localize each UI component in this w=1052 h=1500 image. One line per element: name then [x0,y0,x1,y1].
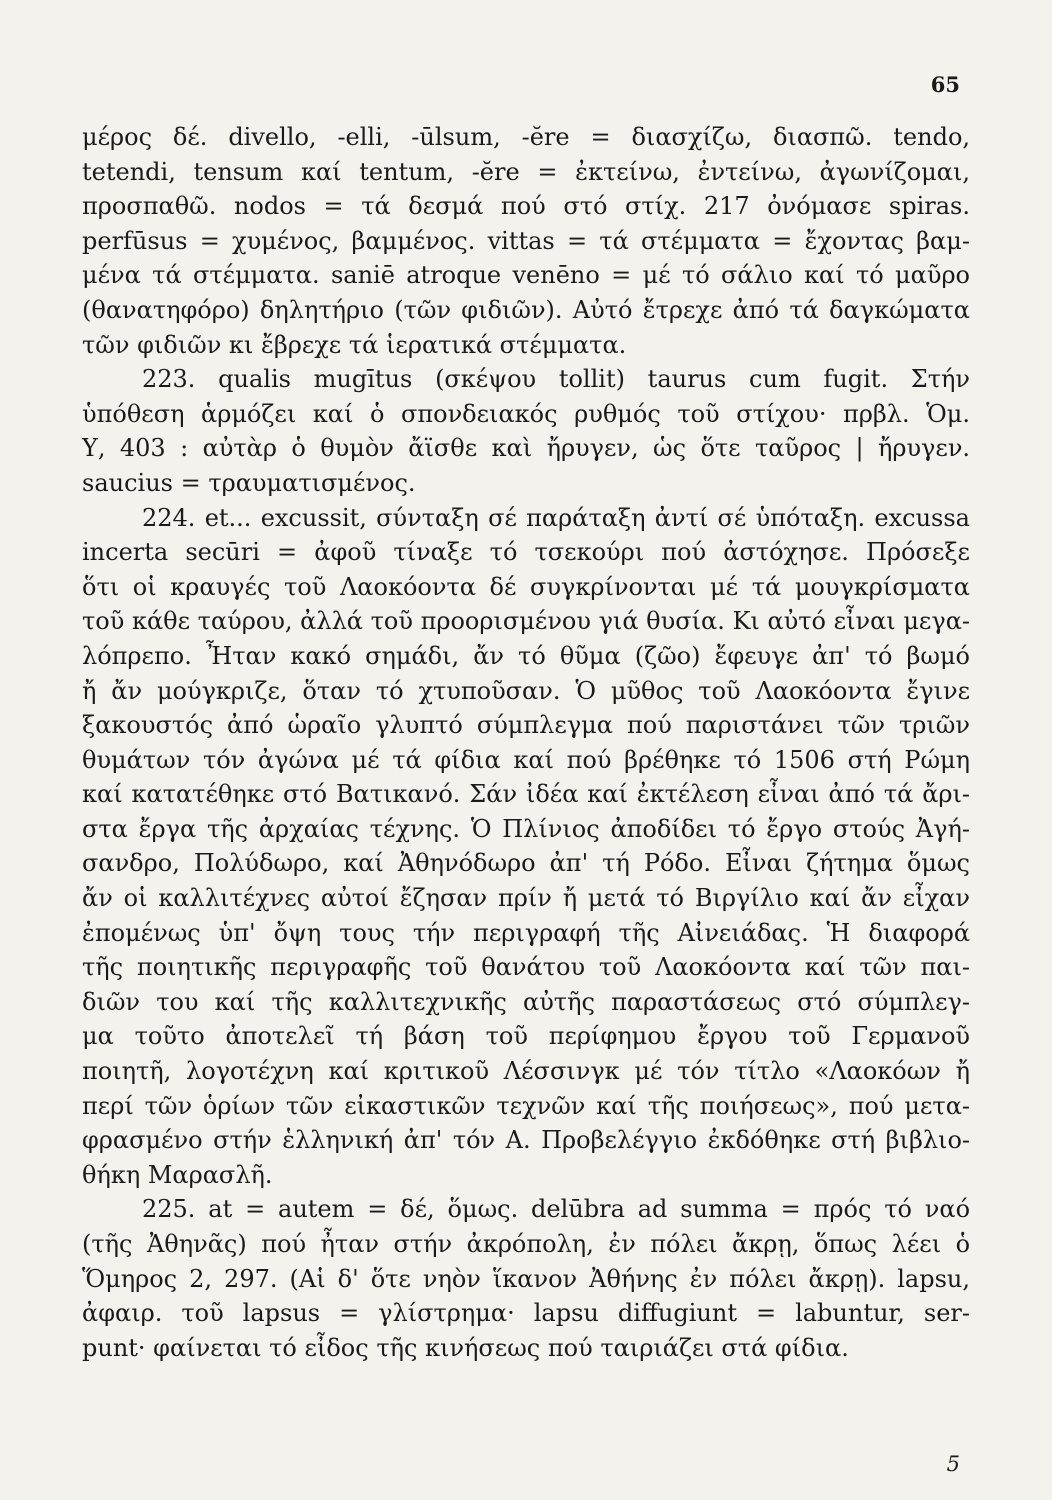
text-line: θυμάτων τόν ἀγώνα μέ τά φίδια καί πού βρέθηκε τό 1506 στή Ρώμη [82,745,970,774]
text-line: ἀφαιρ. τοῦ lapsus = γλίστρημα· lapsu diffugiunt = labuntur, ser- [82,1299,970,1328]
text-line: λόπρεπο. Ἦταν κακό σημάδι, ἄν τό θῦμα (ζῶο) ἔφευγε ἀπ' τό βωμό [82,641,970,670]
text-line: στα ἔργα τῆς ἀρχαίας τέχνης. Ὁ Πλίνιος ἀποδίδει τό ἔργο στούς Ἀγή- [82,814,970,843]
text-line: τῶν φιδιῶν κι ἔβρεχε τά ἱερατικά στέμματα. [82,330,627,359]
text-line: προσπαθῶ. nodos = τά δεσμά πού στό στίχ. 217 ὀνόμασε spiras. [82,192,970,221]
text-line: ξακουστός ἀπό ὡραῖο γλυπτό σύμπλεγμα πού παριστάνει τῶν τριῶν [82,711,970,740]
text-line: 225. at = autem = δέ, ὅμως. delūbra ad summa = πρός τό ναό [142,1195,970,1224]
text-line: θήκη Μαρασλῆ. [82,1160,273,1189]
text-line: τοῦ κάθε ταύρου, ἀλλά τοῦ προορισμένου γιά θυσία. Κι αὐτό εἶναι μεγα- [82,607,970,636]
text-line: (θανατηφόρο) δηλητήριο (τῶν φιδιῶν). Αὐτό ἔτρεχε ἀπό τά δαγκώματα [82,295,970,324]
text-line: φρασμένο στήν ἑλληνική ἀπ' τόν Α. Προβελέγγιο ἐκδόθηκε στή βιβλιο- [82,1126,970,1155]
page-number: 65 [930,72,960,97]
text-line: tetendi, tensum καί tentum, -ĕre = ἐκτείνω, ἐντείνω, ἀγωνίζομαι, [82,157,970,186]
text-line: Ὅμηρος 2, 297. (Αἱ δ' ὅτε νηὸν ἵκανον Ἀθήνης ἐν πόλει ἄκρῃ). lapsu, [82,1264,970,1293]
text-line: ποιητῆ, λογοτέχνη καί κριτικοῦ Λέσσινγκ μέ τόν τίτλο «Λαοκόων ἤ [82,1057,970,1086]
text-line: 223. qualis mugītus (σκέψου tollit) taurus cum fugit. Στήν [142,365,970,394]
text-line: 224. et... excussit, σύνταξη σέ παράταξη ἀντί σέ ὑπόταξη. excussa [142,503,970,532]
text-line: τῆς ποιητικῆς περιγραφῆς τοῦ θανάτου τοῦ Λαοκόοντα καί τῶν παι- [82,953,970,982]
text-line: Υ, 403 : αὐτὰρ ὁ θυμὸν ἄϊσθε καὶ ἤρυγεν, ὡς ὅτε ταῦρος | ἤρυγεν. [82,434,970,463]
text-line: (τῆς Ἀθηνᾶς) πού ἦταν στήν ἀκρόπολη, ἐν πόλει ἄκρῃ, ὅπως λέει ὁ [82,1230,970,1258]
text-line: διῶν του καί τῆς καλλιτεχνικῆς αὐτῆς παραστάσεως στό σύμπλεγ- [82,987,970,1016]
text-line: ἤ ἄν μούγκριζε, ὅταν τό χτυποῦσαν. Ὁ μῦθος τοῦ Λαοκόοντα ἔγινε [82,676,970,705]
text-line: punt· φαίνεται τό εἶδος τῆς κινήσεως πού ταιριάζει στά φίδια. [82,1333,849,1362]
text-line: ὑπόθεση ἁρμόζει καί ὁ σπονδειακός ρυθμός τοῦ στίχου· πρβλ. Ὁμ. [82,399,970,428]
text-line: καί κατατέθηκε στό Βατικανό. Σάν ἰδέα καί ἐκτέλεση εἶναι ἀπό τά ἄρι- [82,780,970,809]
text-line: ὅτι οἱ κραυγές τοῦ Λαοκόοντα δέ συγκρίνονται μέ τά μουγκρίσματα [82,572,970,601]
text-line: perfūsus = χυμένος, βαμμένος. vittas = τά στέμματα = ἔχοντας βαμ- [82,226,970,255]
commentary-text [82,120,970,1365]
signature-mark: 5 [946,1452,960,1476]
text-line: σανδρο, Πολύδωρο, καί Ἀθηνόδωρο ἀπ' τή Ρόδο. Εἶναι ζήτημα ὅμως [82,849,970,878]
text-line: μέρος δέ. divello, -elli, -ūlsum, -ĕre = διασχίζω, διασπῶ. tendo, [82,123,970,151]
text-line: ἐπομένως ὑπ' ὄψη τους τήν περιγραφή τῆς Αἰνειάδας. Ἡ διαφορά [82,918,970,947]
text-line: saucius = τραυματισμένος. [82,468,416,497]
text-line: μα τοῦτο ἀποτελεῖ τή βάση τοῦ περίφημου ἔργου τοῦ Γερμανοῦ [82,1022,970,1051]
text-line: περί τῶν ὁρίων τῶν εἰκαστικῶν τεχνῶν καί τῆς ποιήσεως», πού μετα- [82,1091,970,1120]
text-line: incerta secūri = ἀφοῦ τίναξε τό τσεκούρι πού ἀστόχησε. Πρόσεξε [82,538,970,567]
text-line: μένα τά στέμματα. saniē atroque venēno = μέ τό σάλιο καί τό μαῦρο [82,261,970,290]
text-line: ἄν οἱ καλλιτέχνες αὐτοί ἔζησαν πρίν ἤ μετά τό Βιργίλιο καί ἄν εἶχαν [82,884,970,913]
